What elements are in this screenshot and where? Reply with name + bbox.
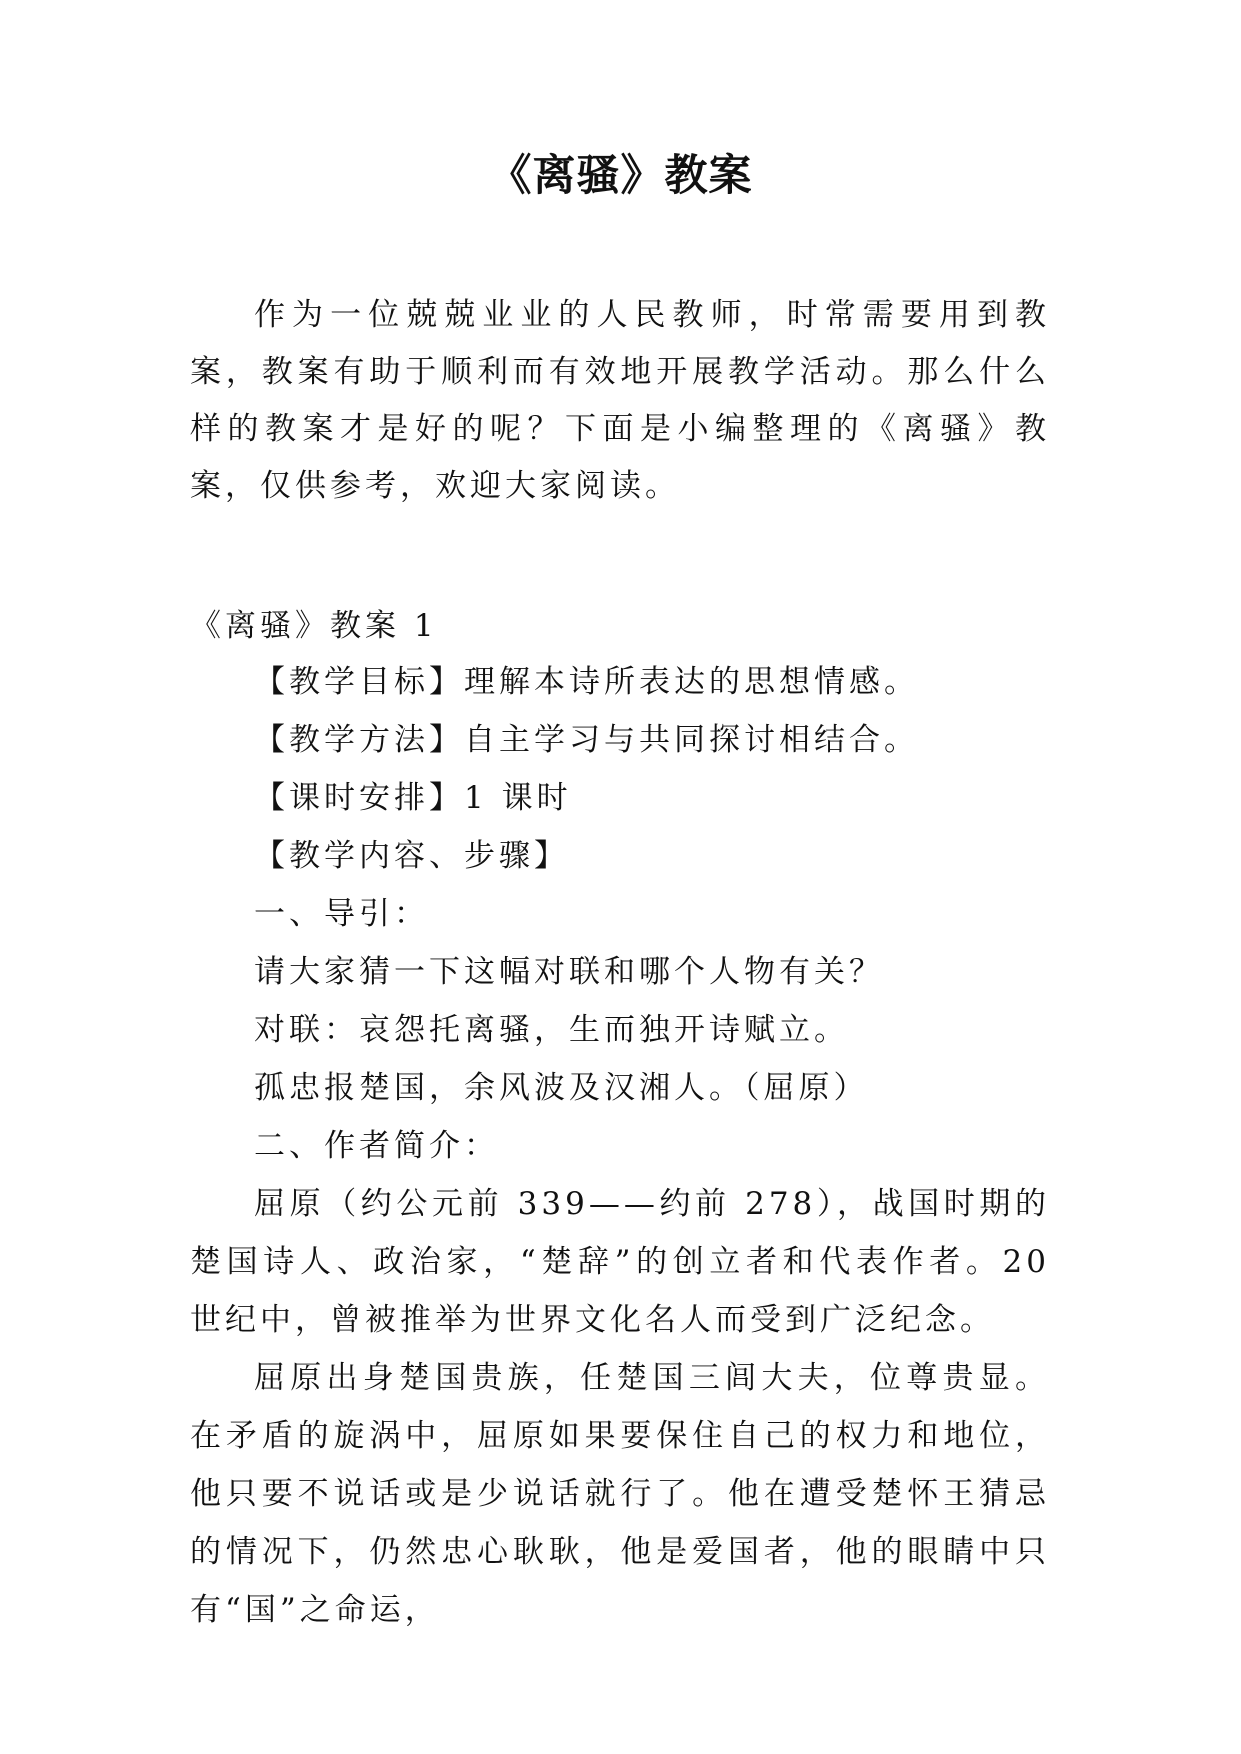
- list-item: 孤忠报楚国，余风波及汉湘人。（屈原）: [254, 1070, 869, 1106]
- list-item: 请大家猜一下这幅对联和哪个人物有关？: [254, 954, 884, 990]
- body-paragraph: 屈原（约公元前 339——约前 278），战国时期的楚国诗人、政治家，“楚辞”的创立者和代表作者。20 世纪中，曾被推举为世界文化名人而受到广泛纪念。: [190, 1186, 1050, 1338]
- body-paragraph: 屈原出身楚国贵族，任楚国三闾大夫，位尊贵显。在矛盾的旋涡中，屈原如果要保住自己的权力和地位，他只要不说话或是少说话就行了。他在遭受楚怀王猜忌的情况下，仍然忠心耿耿，他是爱国者，他的眼睛中只有“国”之命运，: [190, 1360, 1050, 1628]
- list-item: 【教学目标】理解本诗所表达的思想情感。: [254, 664, 919, 700]
- list-item: 二、作者简介：: [254, 1128, 499, 1164]
- section-title: 《离骚》教案 1: [190, 608, 438, 644]
- document-title: 《离骚》教案: [488, 151, 753, 201]
- list-item: 【教学内容、步骤】: [254, 838, 569, 874]
- document-body: [190, 287, 1050, 1639]
- list-item: 【课时安排】1 课时: [254, 780, 572, 816]
- list-item: 对联：哀怨托离骚，生而独开诗赋立。: [254, 1012, 849, 1048]
- list-item: 【教学方法】自主学习与共同探讨相结合。: [254, 722, 919, 758]
- list-item: 一、导引：: [254, 896, 429, 932]
- intro-paragraph: 作为一位兢兢业业的人民教师，时常需要用到教案，教案有助于顺利而有效地开展教学活动。那么什么样的教案才是好的呢？下面是小编整理的《离骚》教案，仅供参考，欢迎大家阅读。: [190, 297, 1050, 504]
